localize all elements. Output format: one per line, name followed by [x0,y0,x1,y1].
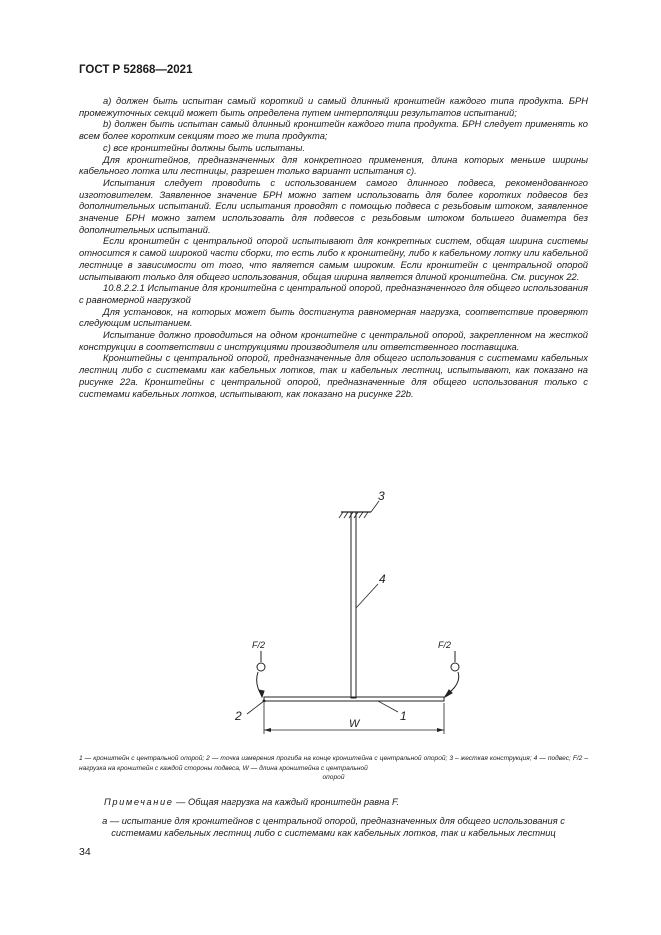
hanger [351,512,356,698]
figure-caption-end: опорой [322,774,345,781]
paragraph: Кронштейны с центральной опорой, предназначенные для общего использования с системами кабельных лестниц либо с системами как кабельных лотков, так и кабельных лестниц, испытывают, как показано на рисунке 22а. Кронштейны с центральной опорой, предназначенные для общего использования только с системами кабельных лотков, испытывают, как показано на рисунке 22b. [79,352,588,399]
leader-2 [247,701,264,714]
paragraph: Если кронштейн с центральной опорой испытывают для конкретных систем, общая ширина системы относится к самой широкой части сборки, то есть либо к кронштейну, либо к кабельному лотку или кабельной лестнице в зависимости от того, что является самым широким. Если кронштейн с центральной опорой испытывают только для общего использования, общая ширина является длиной кронштейна. См. рисунок 22. [79,235,588,282]
load-left [257,651,265,697]
paragraph: Для кронштейнов, предназначенных для конкретного применения, длина которых меньше ширины кабельного лотка или лестницы, разрешен только вариант испытания с). [79,153,588,177]
label-4: 4 [379,572,386,586]
leader-4 [356,584,378,608]
note-label: Примечание [104,797,174,807]
label-load-left: F/2 [252,640,266,650]
measure-point-marker [263,700,266,703]
paragraph: а) должен быть испытан самый короткий и самый длинный кронштейн каждого типа продукта. БРН промежуточных секций может быть определена путем интерполяции результатов испытаний; [79,95,588,118]
section-heading: 10.8.2.2.1 Испытание для кронштейна с центральной опорой, предназначенного для общего использования с равномерной нагрузкой [79,282,588,305]
note [104,797,588,807]
paragraph: b) должен быть испытан самый длинный кронштейн каждого типа продукта. БРН следует применять ко всем более коротким секциям того же типа продукта; [79,118,588,142]
bracket-test-diagram [228,484,478,736]
paragraph: с) все кронштейны должны быть испытаны. [103,141,305,153]
label-load-right: F/2 [438,640,452,650]
note-text: — Общая нагрузка на каждый кронштейн равна F. [173,797,400,807]
dimension-arrow-left [264,728,271,732]
body-text [79,95,588,399]
label-2: 2 [235,709,242,723]
document-header: ГОСТ Р 52868—2021 [79,64,193,76]
label-3: 3 [378,489,385,503]
dimension-arrow-right [437,728,444,732]
paragraph: Испытание должно проводиться на одном кронштейне с центральной опорой, закрепленном на жесткой конструкции в соответствии с инструкциями производителя или ответственного поставщика. [79,329,588,352]
label-w: W [349,718,360,730]
load-right [445,651,459,697]
label-1: 1 [400,709,407,723]
page-number: 34 [79,846,91,858]
leader-1 [378,701,398,712]
paragraph: Для установок, на которых может быть достигнута равномерная нагрузка, соответствие проверяют следующим испытанием. [79,305,588,329]
figure-caption [79,754,588,783]
paragraph: Испытания следует проводить с использованием самого длинного подвеса, рекомендованного изготовителем. Заявленное значение БРН можно затем использовать для более коротких подвесов без дополнительных испытаний. Если испытания проводят с помощью подвеса с резьбовым штоком, заявленное значение БРН можно затем использовать для подвесов с резьбовым штоком большего диаметра без дополнительных испытаний. [79,176,588,235]
figure-caption-text: 1 — кронштейн с центральной опорой; 2 — точка измерения прогиба на конце кронштейна с центральной опорой; 3 – жесткая конструкция; 4 — подвес; F/2 – нагрузка на кронштейн с каждой стороны подвеса, W — длина кронштейна с центральной [79,755,588,772]
hatching [339,512,368,518]
subfigure-caption: а — испытание для кронштейнов с центральной опорой, предназначенных для общего использования с системами кабельных лестниц либо с системами как кабельных лотков, так и кабельных лестниц [102,816,565,838]
